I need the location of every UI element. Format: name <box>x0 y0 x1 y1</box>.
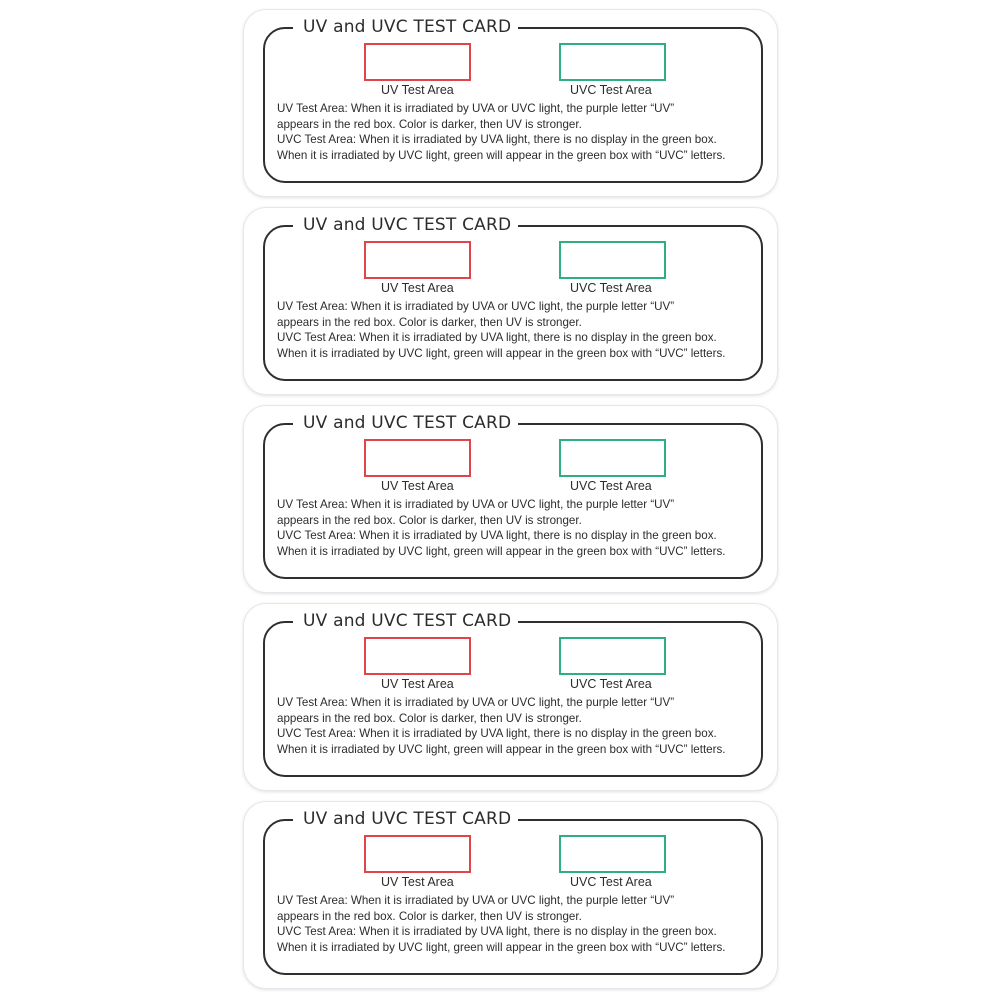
instruction-line: UV Test Area: When it is irradiated by UVA or UVC light, the purple letter “UV” <box>277 102 675 115</box>
instruction-line: UVC Test Area: When it is irradiated by UVA light, there is no display in the green box. <box>277 529 717 542</box>
uvc-test-box <box>559 637 666 675</box>
instruction-line: appears in the red box. Color is darker, then UV is stronger. <box>277 513 582 527</box>
instruction-line: UVC Test Area: When it is irradiated by UVA light, there is no display in the green box. <box>277 331 717 344</box>
instruction-line: When it is irradiated by UVC light, green will appear in the green box with “UVC” letters. <box>277 346 726 360</box>
test-card-5 <box>244 802 777 988</box>
card-title: UV and UVC TEST CARD <box>293 607 518 635</box>
uvc-test-box <box>559 439 666 477</box>
uv-test-area-label: UV Test Area <box>381 875 454 889</box>
uv-test-area-label: UV Test Area <box>381 677 454 691</box>
instructions-text <box>277 497 767 559</box>
instruction-line: UV Test Area: When it is irradiated by UVA or UVC light, the purple letter “UV” <box>277 696 675 709</box>
card-title: UV and UVC TEST CARD <box>293 211 518 239</box>
uv-test-area-label: UV Test Area <box>381 281 454 295</box>
instruction-line: When it is irradiated by UVC light, green will appear in the green box with “UVC” letters. <box>277 940 726 954</box>
uvc-test-area-label: UVC Test Area <box>570 677 652 691</box>
instruction-line: UV Test Area: When it is irradiated by UVA or UVC light, the purple letter “UV” <box>277 498 675 511</box>
uvc-test-area-label: UVC Test Area <box>570 281 652 295</box>
uv-test-box <box>364 43 471 81</box>
uv-test-area-label: UV Test Area <box>381 83 454 97</box>
instruction-line: UV Test Area: When it is irradiated by UVA or UVC light, the purple letter “UV” <box>277 300 675 313</box>
instruction-line: When it is irradiated by UVC light, green will appear in the green box with “UVC” letters. <box>277 148 726 162</box>
instruction-line: appears in the red box. Color is darker, then UV is stronger. <box>277 117 582 131</box>
uvc-test-box <box>559 43 666 81</box>
instruction-line: UVC Test Area: When it is irradiated by UVA light, there is no display in the green box. <box>277 133 717 146</box>
uv-test-box <box>364 637 471 675</box>
test-card-1 <box>244 10 777 196</box>
uvc-test-box <box>559 241 666 279</box>
instruction-line: UV Test Area: When it is irradiated by UVA or UVC light, the purple letter “UV” <box>277 894 675 907</box>
card-title: UV and UVC TEST CARD <box>293 13 518 41</box>
uv-test-box <box>364 439 471 477</box>
instruction-line: appears in the red box. Color is darker, then UV is stronger. <box>277 711 582 725</box>
instructions-text <box>277 695 767 757</box>
instruction-line: When it is irradiated by UVC light, green will appear in the green box with “UVC” letters. <box>277 742 726 756</box>
instruction-line: UVC Test Area: When it is irradiated by UVA light, there is no display in the green box. <box>277 727 717 740</box>
instructions-text <box>277 299 767 361</box>
instruction-line: appears in the red box. Color is darker, then UV is stronger. <box>277 909 582 923</box>
uv-test-box <box>364 835 471 873</box>
card-title: UV and UVC TEST CARD <box>293 409 518 437</box>
instruction-line: UVC Test Area: When it is irradiated by UVA light, there is no display in the green box. <box>277 925 717 938</box>
uvc-test-box <box>559 835 666 873</box>
instruction-line: appears in the red box. Color is darker, then UV is stronger. <box>277 315 582 329</box>
uvc-test-area-label: UVC Test Area <box>570 479 652 493</box>
instructions-text <box>277 101 767 163</box>
instructions-text <box>277 893 767 955</box>
instruction-line: When it is irradiated by UVC light, green will appear in the green box with “UVC” letters. <box>277 544 726 558</box>
test-card-4 <box>244 604 777 790</box>
uvc-test-area-label: UVC Test Area <box>570 83 652 97</box>
test-card-2 <box>244 208 777 394</box>
uv-test-area-label: UV Test Area <box>381 479 454 493</box>
uvc-test-area-label: UVC Test Area <box>570 875 652 889</box>
test-card-3 <box>244 406 777 592</box>
uv-test-box <box>364 241 471 279</box>
card-title: UV and UVC TEST CARD <box>293 805 518 833</box>
